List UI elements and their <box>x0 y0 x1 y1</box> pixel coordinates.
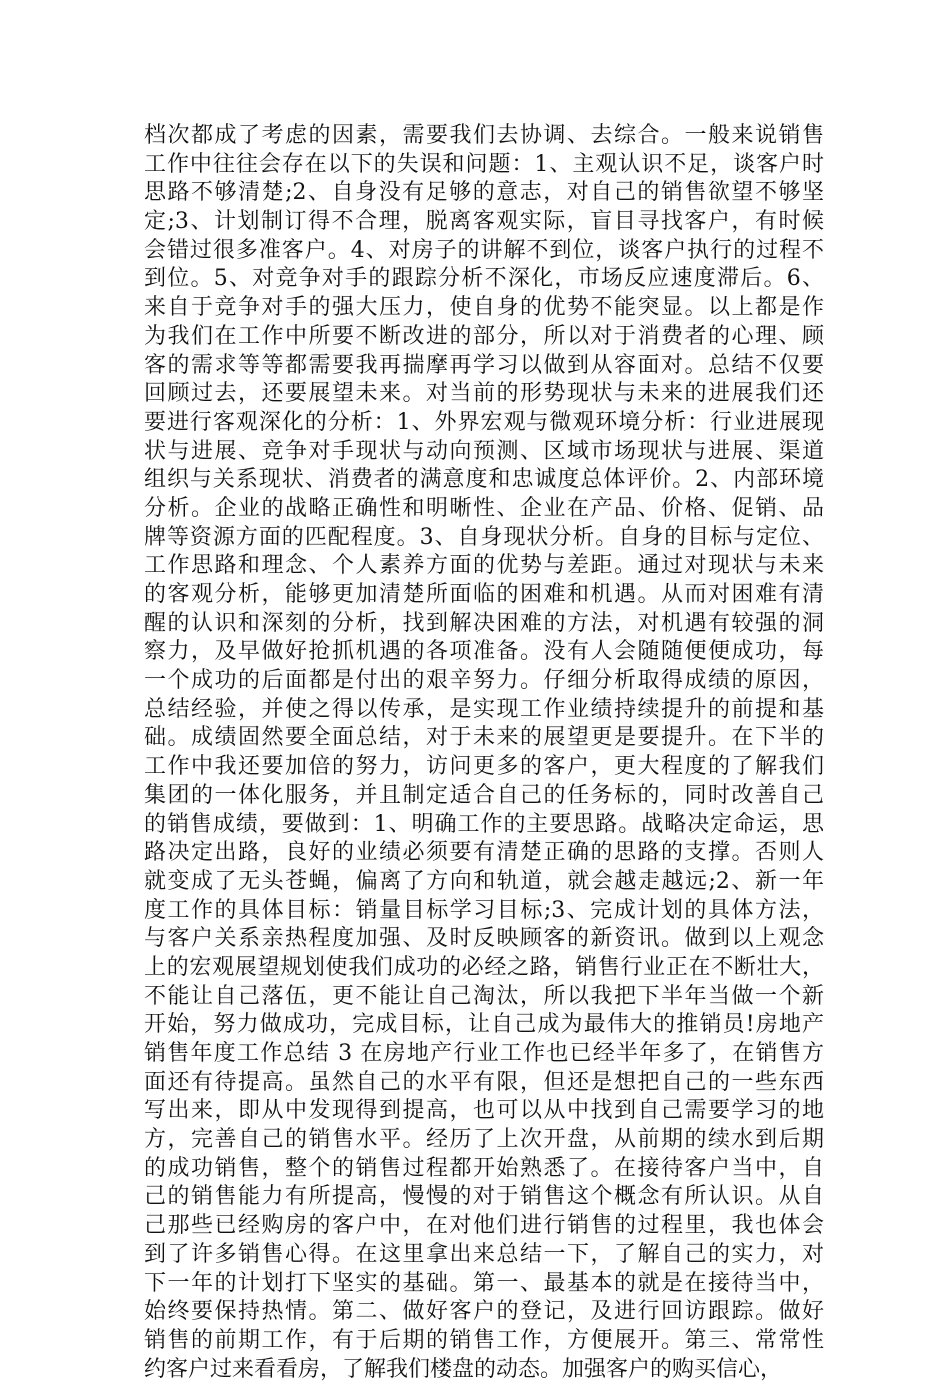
text-line: 面还有待提高。虽然自己的水平有限，但还是想把自己的一些东西 <box>144 1069 824 1095</box>
text-line: 的客观分析，能够更加清楚所面临的困难和机遇。从而对困难有清 <box>144 582 824 607</box>
text-line: 工作中往往会存在以下的失误和问题：1、主观认识不足，谈客户时 <box>144 151 824 177</box>
text-line: 牌等资源方面的匹配程度。3、自身现状分析。自身的目标与定位、 <box>144 524 824 550</box>
text-line: 到位。5、对竞争对手的跟踪分析不深化，市场反应速度滞后。6、 <box>144 266 824 292</box>
body-text <box>144 122 824 1384</box>
text-line: 状与进展、竞争对手现状与动向预测、区域市场现状与进展、渠道 <box>144 438 824 464</box>
text-line: 定;3、计划制订得不合理，脱离客观实际，盲目寻找客户，有时候 <box>144 209 824 235</box>
text-line: 醒的认识和深刻的分析，找到解决困难的方法，对机遇有较强的洞 <box>144 610 824 636</box>
text-line: 分析。企业的战略正确性和明晰性、企业在产品、价格、促销、品 <box>144 495 824 521</box>
text-line: 一个成功的后面都是付出的艰辛努力。仔细分析取得成绩的原因， <box>144 668 824 694</box>
text-line: 不能让自己落伍，更不能让自己淘汰，所以我把下半年当做一个新 <box>144 983 824 1009</box>
text-line: 己的销售能力有所提高，慢慢的对于销售这个概念有所认识。从自 <box>144 1184 824 1210</box>
text-line: 就变成了无头苍蝇，偏离了方向和轨道，就会越走越远;2、新一年 <box>144 868 824 894</box>
text-line: 己那些已经购房的客户中，在对他们进行销售的过程里，我也体会 <box>144 1213 824 1239</box>
text-line: 销售年度工作总结 3 在房地产行业工作也已经半年多了，在销售方 <box>144 1041 824 1066</box>
text-line: 客的需求等等都需要我再揣摩再学习以做到从容面对。总结不仅要 <box>144 352 824 378</box>
text-line: 察力，及早做好抢抓机遇的各项准备。没有人会随随便便成功，每 <box>144 639 824 665</box>
text-line: 工作中我还要加倍的努力，访问更多的客户，更大程度的了解我们 <box>144 754 824 780</box>
text-line: 总结经验，并使之得以传承，是实现工作业绩持续提升的前提和基 <box>144 696 824 722</box>
text-line: 上的宏观展望规划使我们成功的必经之路，销售行业正在不断壮大， <box>144 954 824 980</box>
text-line: 来自于竞争对手的强大压力，使自身的优势不能突显。以上都是作 <box>144 295 824 321</box>
text-line: 路决定出路，良好的业绩必须要有清楚正确的思路的支撑。否则人 <box>144 840 824 866</box>
text-line: 方，完善自己的销售水平。经历了上次开盘，从前期的续水到后期 <box>144 1127 824 1153</box>
text-line: 度工作的具体目标：销量目标学习目标;3、完成计划的具体方法， <box>144 897 824 923</box>
text-line: 础。成绩固然要全面总结，对于未来的展望更是要提升。在下半的 <box>144 725 824 751</box>
text-line: 销售的前期工作，有于后期的销售工作，方便展开。第三、常常性 <box>144 1327 824 1353</box>
text-line: 会错过很多准客户。4、对房子的讲解不到位，谈客户执行的过程不 <box>144 237 824 263</box>
text-line: 与客户关系亲热程度加强、及时反映顾客的新资讯。做到以上观念 <box>144 926 824 952</box>
text-line: 工作思路和理念、个人素养方面的优势与差距。通过对现状与未来 <box>144 553 824 579</box>
text-line: 思路不够清楚;2、自身没有足够的意志，对自己的销售欲望不够坚 <box>144 180 824 206</box>
text-line: 要进行客观深化的分析：1、外界宏观与微观环境分析：行业进展现 <box>144 409 824 435</box>
text-line: 写出来，即从中发现得到提高，也可以从中找到自己需要学习的地 <box>144 1098 824 1124</box>
text-line: 到了许多销售心得。在这里拿出来总结一下，了解自己的实力，对 <box>144 1241 824 1267</box>
text-line: 约客户过来看看房，了解我们楼盘的动态。加强客户的购买信心， <box>144 1356 783 1382</box>
text-line: 为我们在工作中所要不断改进的部分，所以对于消费者的心理、顾 <box>144 323 824 349</box>
text-line: 组织与关系现状、消费者的满意度和忠诚度总体评价。2、内部环境 <box>144 467 824 493</box>
text-line: 的销售成绩，要做到：1、明确工作的主要思路。战略决定命运，思 <box>144 811 824 837</box>
text-line: 回顾过去，还要展望未来。对当前的形势现状与未来的进展我们还 <box>144 381 824 407</box>
text-line: 下一年的计划打下坚实的基础。第一、最基本的就是在接待当中， <box>144 1270 824 1296</box>
text-line: 集团的一体化服务，并且制定适合自己的任务标的，同时改善自己 <box>144 782 824 808</box>
text-line: 开始，努力做成功，完成目标，让自己成为最伟大的推销员!房地产 <box>144 1012 824 1038</box>
text-line: 始终要保持热情。第二、做好客户的登记，及进行回访跟踪。做好 <box>144 1299 824 1325</box>
text-line: 档次都成了考虑的因素，需要我们去协调、去综合。一般来说销售 <box>144 123 824 148</box>
text-line: 的成功销售，整个的销售过程都开始熟悉了。在接待客户当中，自 <box>144 1155 824 1181</box>
